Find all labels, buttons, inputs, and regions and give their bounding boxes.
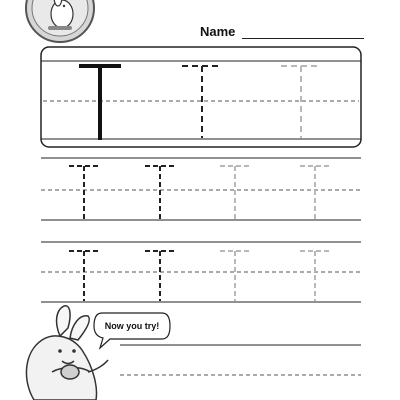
practice-row-2-trace-light [220, 251, 330, 301]
practice-row-2-trace-dark [69, 251, 175, 301]
practice-row-1-trace-light [220, 166, 330, 219]
free-writing-lines [120, 345, 361, 375]
name-label: Name [200, 24, 236, 39]
name-input-line[interactable] [242, 38, 364, 39]
speech-bubble-text: Now you try! [104, 321, 160, 331]
mascot-badge-icon [26, 0, 94, 42]
practice-row-1-trace-dark [69, 166, 175, 219]
practice-row-1-guides [41, 158, 361, 220]
